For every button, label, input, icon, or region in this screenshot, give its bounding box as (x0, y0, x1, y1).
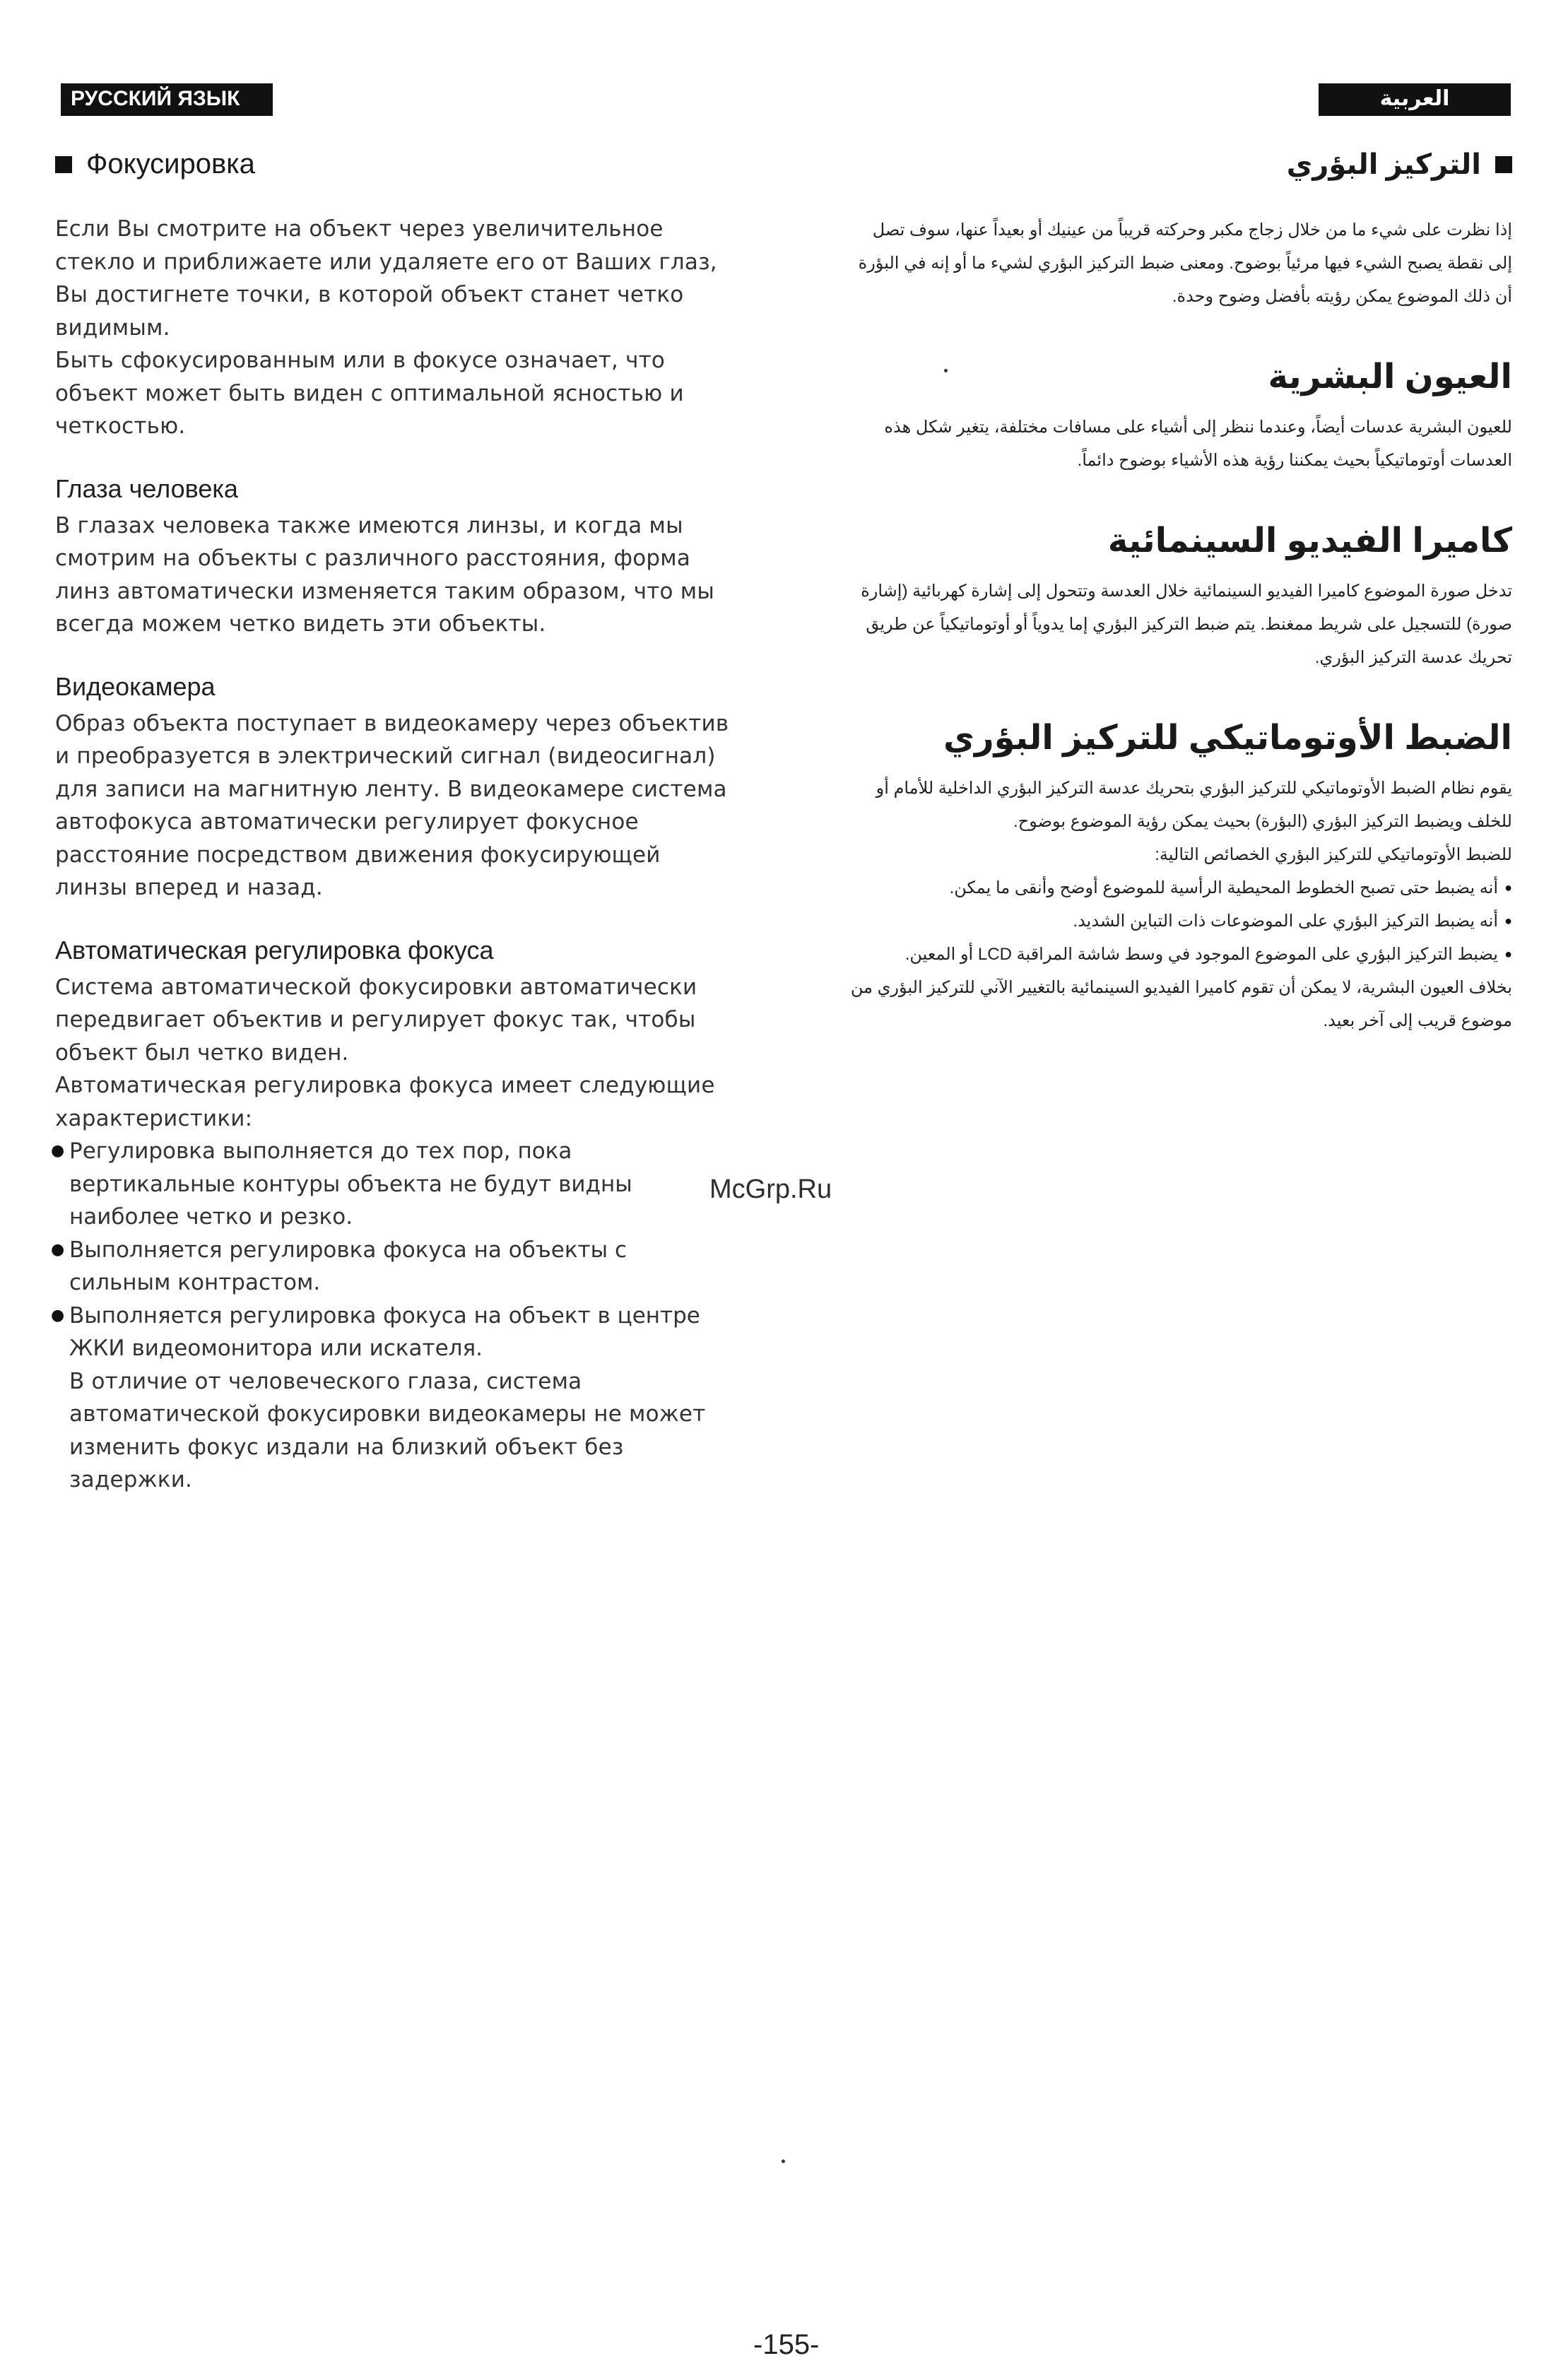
ar-autofocus-list (848, 871, 1512, 971)
arabic-column (848, 148, 1512, 1037)
ru-eyes-paragraph: В глазах человека также имеются линзы, и когда мы смотрим на объекты с различного расстояния, форма линз автоматически изменяется таким образом, что мы всегда можем четко видеть эти объекты. (55, 512, 715, 637)
ru-autofocus-heading: Автоматическая регулировка фокуса (55, 935, 494, 965)
ru-intro-paragraph: Быть сфокусированным или в фокусе означает, что объект может быть виден с оптимальной ясностью и четкостью. (55, 348, 684, 439)
ar-autofocus-note: بخلاف العيون البشرية، لا يمكن أن تقوم كاميرا الفيديو السينمائية بالتغيير الآني للتركيز البؤري من موضوع قريب إلى آخر بعيد. (850, 978, 1512, 1030)
list-item: ● Регулировка выполняется до тех пор, пока вертикальные контуры объекта не будут видны наиболее четко и резко. (55, 1135, 733, 1234)
ar-camcorder-paragraph: تدخل صورة الموضوع كاميرا الفيديو السينمائية خلال العدسة وتتحول إلى إشارة كهربائية (إشارة صورة) للتسجيل على شريط ممغنط. يتم ضبط التركيز البؤري إما يدوياً أو أوتوماتيكياً عن طريق تحريك عدسة التركيز البؤري. (861, 582, 1512, 667)
speck (944, 369, 948, 372)
watermark: McGrp.Ru (709, 1174, 832, 1204)
ru-camcorder-heading: Видеокамера (55, 671, 216, 701)
ar-autofocus-paragraph: للضبط الأوتوماتيكي للتركيز البؤري الخصائص التالية: (1155, 845, 1512, 864)
ru-autofocus-list (55, 1135, 733, 1365)
ar-eyes-paragraph: للعيون البشرية عدسات أيضاً، وعندما ننظر إلى أشياء على مسافات مختلفة، يتغير شكل هذه العدسات أوتوماتيكياً بحيث يمكننا رؤية هذه الأشياء بوضوح دائماً. (884, 418, 1512, 470)
list-item: ● Выполняется регулировка фокуса на объект в центре ЖКИ видеомонитора или искателя. (55, 1300, 733, 1365)
list-item: ● أنه يضبط التركيز البؤري على الموضوعات ذات التباين الشديد. (848, 905, 1512, 938)
ar-eyes-heading: العيون البشرية (1268, 358, 1512, 396)
ru-eyes-heading: Глаза человека (55, 473, 238, 503)
ru-page-title (55, 148, 733, 180)
list-item: ● أنه يضبط حتى تصبح الخطوط المحيطية الرأسية للموضوع أوضح وأنقى ما يمكن. (848, 871, 1512, 905)
ar-page-title (848, 148, 1512, 181)
ru-camcorder-paragraph: Образ объекта поступает в видеокамеру через объектив и преобразуется в электрический сигнал (видеосигнал) для записи на магнитную ленту. В видеокамере система автофокуса автоматически регулирует фокусное расстояние посредством движения фокусирующей линзы вперед и назад. (55, 710, 729, 900)
russian-column (55, 148, 733, 1497)
list-item: ● Выполняется регулировка фокуса на объекты с сильным контрастом. (55, 1234, 733, 1300)
list-item: ● يضبط التركيز البؤري على الموضوع الموجود في وسط شاشة المراقبة LCD أو المعين. (848, 938, 1512, 971)
ru-title-text: Фокусировка (86, 148, 255, 179)
ru-autofocus-note: В отличие от человеческого глаза, система автоматической фокусировки видеокамеры не может изменить фокус издали на близкий объект без задержки. (69, 1368, 706, 1492)
square-bullet-icon (1495, 156, 1512, 173)
russian-language-tab: РУССКИЙ ЯЗЫК (61, 83, 273, 116)
square-bullet-icon (55, 156, 72, 173)
ar-title-text: التركيز البؤري (1286, 149, 1481, 180)
ru-intro-paragraph: Если Вы смотрите на объект через увеличительное стекло и приближаете или удаляете его от Ваших глаз, Вы достигнете точки, в которой объект станет четко видимым. (55, 216, 717, 341)
ar-autofocus-heading: الضبط الأوتوماتيكي للتركيز البؤري (943, 719, 1512, 757)
speck (782, 2160, 785, 2163)
ar-intro-paragraph: إذا نظرت على شيء ما من خلال زجاج مكبر وحركته قريباً من عينيك أو بعيداً عنها، سوف تصل إلى نقطة يصبح الشيء فيها مرئياً بوضوح. ومعنى ضبط التركيز البؤري لشيء ما أو إنه في البؤرة أن ذلك الموضوع يمكن رؤيته بأفضل وضوح وحدة. (858, 220, 1512, 306)
ar-autofocus-paragraph: يقوم نظام الضبط الأوتوماتيكي للتركيز البؤري بتحريك عدسة التركيز البؤري الداخلية للأمام أو للخلف ويضبط التركيز البؤري (البؤرة) بحيث يمكن رؤية الموضوع بوضوح. (876, 779, 1512, 831)
page-number: -155- (753, 2329, 820, 2360)
ru-autofocus-paragraph: Система автоматической фокусировки автоматически передвигает объектив и регулирует фокус так, чтобы объект был четко виден. (55, 974, 697, 1066)
arabic-language-tab: العربية (1319, 83, 1511, 116)
ar-camcorder-heading: كاميرا الفيديو السينمائية (1107, 522, 1512, 560)
ru-autofocus-paragraph: Автоматическая регулировка фокуса имеет следующие характеристики: (55, 1073, 715, 1131)
